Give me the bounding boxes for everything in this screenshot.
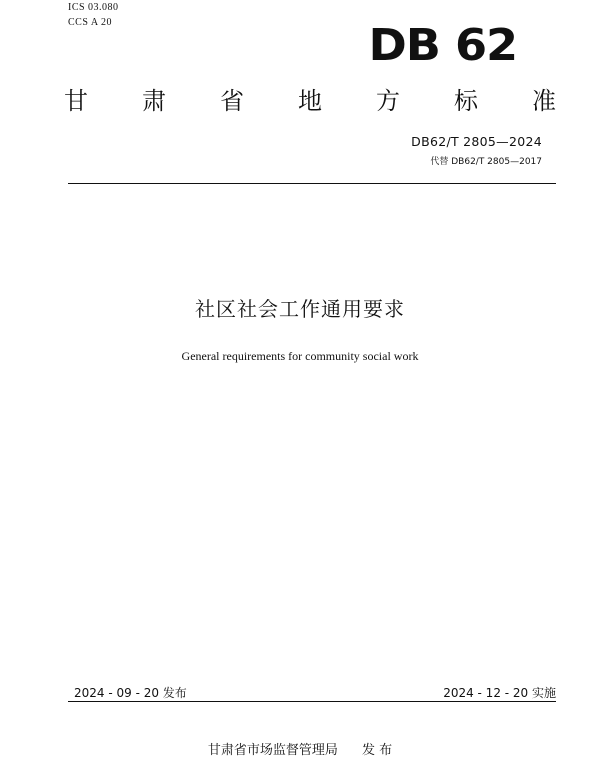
category-char: 肃 xyxy=(142,87,166,115)
category-char: 准 xyxy=(532,87,556,115)
bottom-divider xyxy=(68,701,556,702)
category-char: 省 xyxy=(220,87,244,115)
issuer-name: 甘肃省市场监督管理局 xyxy=(207,743,338,758)
replaces-standard: 代替 DB62/T 2805—2017 xyxy=(430,157,542,167)
standard-category xyxy=(64,86,556,116)
category-char: 标 xyxy=(454,87,478,115)
ccs-code: CCS A 20 xyxy=(68,17,113,28)
standard-code-logo: DB 62 xyxy=(368,20,518,71)
issue-date: 2024 - 09 - 20 发布 xyxy=(74,686,187,700)
issuing-authority xyxy=(0,743,600,759)
top-divider xyxy=(68,183,556,184)
category-char: 地 xyxy=(298,87,322,115)
issuer-action: 发 布 xyxy=(361,743,393,758)
document-title-english: General requirements for community social work xyxy=(181,349,419,363)
standard-number: DB62/T 2805—2024 xyxy=(411,134,542,149)
category-char: 方 xyxy=(376,87,400,115)
category-char: 甘 xyxy=(64,87,88,115)
ics-code: ICS 03.080 xyxy=(68,2,119,13)
implementation-date: 2024 - 12 - 20 实施 xyxy=(443,686,556,700)
document-title-chinese: 社区社会工作通用要求 xyxy=(195,297,405,321)
